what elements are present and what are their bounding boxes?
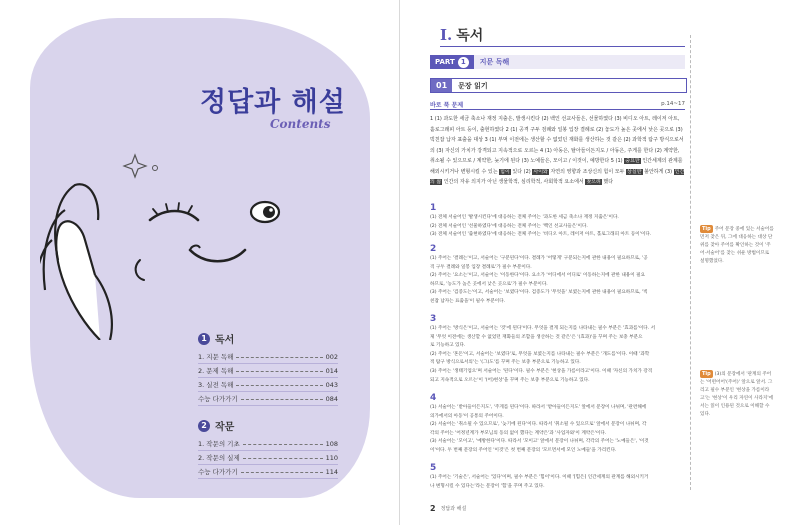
quick-answer-pages: p.14~17 [661, 101, 685, 107]
answer-line: (3) 주어는 '생태기업으'며 서술어는 '된다'이다. 필수 부분은 '현상을 가름이라고'이다. 이때 '자신의 가치가 강격 [430, 368, 653, 374]
toc-item[interactable] [198, 437, 338, 451]
toc-item[interactable] [198, 364, 338, 378]
toc-leader [236, 384, 322, 386]
answer-line: 각의 주어는 '어정년계가 부모님의 동의 없이 했다는 계약은'과 '사업자와'이 계약은'이다. [430, 430, 607, 436]
footer-title: 정답과 해설 [440, 506, 467, 512]
toc-item-label: 3. 실전 독해 [198, 381, 234, 389]
answer-line: 적 탐구 방식으로서의'는 '(그)도'를 꾸며 주는 보충 부분으로 기능하고 있다. [430, 360, 581, 366]
toc-number-badge: 2 [198, 420, 210, 432]
answer-line: 나 변형시킬 수 있다는'라는 문장이 '힘'을 꾸며 주고 있다. [430, 483, 545, 489]
toc-item-page: 014 [325, 366, 338, 375]
toc-leader [241, 398, 323, 400]
toc-heading-label: 독서 [215, 335, 235, 346]
toc-item-label: 1. 작문의 기초 [198, 440, 240, 448]
cover-subtitle: Contents [270, 117, 331, 131]
toc-leader [241, 471, 323, 473]
toc-heading-label: 작문 [215, 422, 235, 433]
toc-leader [236, 370, 322, 372]
quick-text-segment: 인간의 자유 의지가 아닌 생물학적, 심리학적, 사회학적 요소에서 [443, 179, 584, 185]
part-label: PART [435, 58, 455, 66]
toc-item-page: 114 [325, 467, 338, 476]
answer-line: (1) 전체 서술어인 '발생시킨다'에 대응하는 전체 주어는 '과도한 세금 축소나 재정 지출은'이다. [430, 215, 619, 220]
answer-number: 5 [430, 463, 437, 473]
toc-item-page: 108 [325, 439, 338, 448]
answer-line: (2) 주어는 '혼돈'이고, 서술어는 '보였다'로, 무엇을 보였는지를 나타내는 필수 부분은 '개도를'이다. 이때 '과학 [430, 351, 650, 357]
toc-item[interactable] [198, 451, 338, 465]
table-of-contents [198, 331, 338, 491]
winking-face-illustration [40, 140, 300, 340]
tip-text: 주어 문장 중에 있는 서술어를 먼저 찾은 뒤, 그에 대응하는 대상 단위를 찾아 주어를 확인하는 것이 '주어·서술어'를 찾는 쉬운 방법이므로 설명했었다. [700, 227, 774, 264]
highlighted-answer: 사이와 [533, 168, 548, 175]
answer-line: (3) 주어는 '검증도는'이고, 서술어는 '보였다'이다. 검증도가 '무엇을' 보였는지에 관한 내용이 필요하므로, '빅 [430, 290, 648, 296]
quick-answer-text [430, 114, 685, 188]
chapter-heading [440, 25, 483, 45]
answer-line: (2) 주어는 '요소는'이고, 서술어는 '이동한다'이다. 요소가 '어디에서 어디로' 이동하는지에 관한 내용이 필요 [430, 273, 646, 279]
toc-item[interactable] [198, 392, 338, 406]
answer-number: 3 [430, 314, 437, 324]
part-header [430, 55, 685, 69]
answer-line: (1) 주어는 '기술은', 서술어는 '있다'이며, 필수 부분은 '힘이'이다. 이때 '[힘은] 인간세계의 관계를 해외시키거 [430, 475, 649, 480]
answer-line: (2) 전체 서술어인 '선물하였다'에 대응하는 전체 주어는 '백인 선교사들은'이다. [430, 223, 588, 229]
answer-line: (3) 서술어는 '모이고', '예방한다'이다. 따라서 '모이고' 앞에서 문장이 나뉘며, 각각의 주어는 '노예들은', '이것 [430, 439, 649, 445]
toc-item-page: 110 [325, 453, 338, 462]
toc-leader [236, 356, 322, 358]
answer-line: 되고 지속적으로 오르는'이 '(어)현상'을 꾸며 주는 보충 부분으로 기능하고 있다. [430, 377, 590, 383]
answer-line: 제 '무엇 이전에는 생산할 수 없었던 재화들의 조합을 생산하는 것 같은'은 '(효과)'을 꾸며 주는 보충 부분으 [430, 334, 643, 340]
quick-text-segment: 있다 (2) [512, 168, 531, 175]
answer-line: 하므로, '농도가 높은 곳에서 낮은 곳으로'가 필수 부분이다. [430, 281, 548, 287]
answer-explanation-4 [430, 393, 688, 456]
answer-line: (3) 전체 서술어인 '출현하였다'에 대응하는 전체 주어는 '비디오 아트, 레이저 아트, 홀로그래피 아트 등이'이다. [430, 232, 652, 238]
toc-item-label: 2. 작문의 실제 [198, 454, 240, 462]
chapter-roman-numeral: I. [440, 26, 453, 44]
part-number: 1 [458, 57, 469, 68]
answer-line: (1) 주어는 '방식은'이고, 서술어는 '것'에 된다'이다. 무엇을 결게 되는지를 나타내는 필수 부분은 '효과를'이다. 서 [430, 326, 656, 331]
chapter-title: 독서 [456, 28, 484, 44]
section-number: 01 [431, 79, 452, 92]
quick-text-segment: 했다 [603, 179, 614, 185]
toc-item-label: 1. 지문 독해 [198, 353, 234, 361]
toc-item-page: 002 [325, 352, 338, 361]
toc-group-writing [198, 418, 338, 479]
answer-line: 친잡 납자는 표출을'이 필수 부분이다. [430, 298, 506, 304]
quick-answer-divider [430, 109, 685, 110]
tip-badge: Tip [702, 226, 711, 232]
chapter-divider [440, 46, 685, 47]
tip-text: (3)의 문장에서 '관계의 주어는 '어떤어어'(주어)' 앞으로 앞서. 그리고 필수 부분인 '현상을 가름이라고'는 '현상'이 우리 자연이 사라지'에서는 읽이 인용된 것으로 이해할 수 있다. [700, 372, 774, 417]
answer-number: 4 [430, 393, 437, 403]
page-number: 2 [430, 504, 436, 513]
toc-item-label: 수능 다가가기 [198, 468, 238, 476]
margin-divider [690, 35, 691, 490]
quick-text-segment: 불안하게 (3) [644, 168, 673, 175]
highlighted-answer: 상실한 [627, 168, 642, 175]
section-header [430, 78, 687, 93]
tip-text-block [700, 225, 775, 266]
toc-item-label: 2. 문제 독해 [198, 367, 234, 375]
quick-answer-label: 바로 푹 문제 [430, 101, 464, 109]
highlighted-answer: 중요한 [625, 158, 640, 164]
highlighted-answer: 힘이 [500, 168, 510, 175]
part-badge [430, 55, 474, 69]
section-title: 문장 읽기 [458, 81, 488, 90]
page-footer [430, 504, 466, 513]
answer-line: (1) 서술어는 '받아들이든지도', '주게를 된다'이다. 따라서 '받아들이든지도' 앞에서 문장이 나뉘며, '관련해에 [430, 405, 647, 410]
answer-line: 이'이다. 두 번째 문장의 주어인 '이것'은 첫 번째 문장의 '모르면서에 모인 노예들'을 가리킨다. [430, 447, 617, 453]
answer-explanation-3 [430, 314, 688, 385]
part-title: 지문 독해 [479, 58, 510, 66]
cover-title: 정답과 해설 [200, 87, 346, 118]
highlighted-answer: 인간의 삶 [430, 168, 685, 185]
quick-text-segment: 자연의 영향과 조상신의 힘이 모두 [550, 168, 625, 175]
margin-tip-1 [700, 225, 775, 266]
toc-heading [198, 331, 338, 346]
tip-text-block [700, 370, 775, 419]
answer-line: (2) 서술어는 '취소될 수 있으므로', '늦기에 된다'이다. 따라서 '취소될 수 있으므로' 앞에서 문장이 나뉘며, 각 [430, 422, 647, 428]
quick-text-segment: 1 (1) 과도한 세금 축소나 재정 지출은, 발생시킨다 (2) 백인 선교사들은, 선물하였다 (3) 비디오 아트, 레이저 아트, 홀로그래피 아트 등이, 출현하였다 2 (1) 공격 구두 검례와 일봉 입장 결례로 (2) 놓도가 높은 곳에서 낮은 곳으로 (3) 빅친잡 납자 표출을 대상 3 (1) 부먹 이전에는 생산할 수 없었던 재화를 생산하는 것 같은 (2) 과학적 탐구 방식으로서의 (3) 자신의 가치가 강격되고 지속적으로 오르는 4 (1) 아동은, 탈아들이든지도 / 아동은, 주게를 한다 (2) 계약한, 취소될 수 있으므로 / 계약한, 늦기에 된다 (3) 노예들은, 모이고 / 이것이, 예방한다 5 (1) [430, 116, 684, 164]
answer-explanation-5 [430, 463, 688, 491]
answer-line: 로 기능하고 있다. [430, 343, 466, 349]
answer-line: 격 구두 결례와 일봉 입장 결례로'가 필수 부분이다. [430, 264, 532, 270]
toc-item[interactable] [198, 465, 338, 479]
margin-tip-2 [700, 370, 775, 419]
toc-group-reading [198, 331, 338, 406]
answer-line: 의가에서의 아동'이 공통의 주어이다. [430, 413, 504, 419]
right-page [400, 0, 798, 525]
quick-text-segment: 인간세계의 관계를 해외시키거나 변형시킬 수 있는 [430, 158, 683, 175]
toc-leader [243, 443, 323, 445]
toc-leader [243, 457, 323, 459]
quick-answer-header [430, 100, 685, 108]
toc-item-label: 수능 다가가기 [198, 395, 238, 403]
toc-heading [198, 418, 338, 433]
answer-explanation-1 [430, 203, 688, 240]
toc-item[interactable] [198, 350, 338, 364]
highlighted-answer: 찾으려 [586, 179, 601, 185]
answer-number: 2 [430, 244, 437, 254]
toc-item-page: 084 [325, 394, 338, 403]
toc-number-badge: 1 [198, 333, 210, 345]
tip-badge: Tip [702, 371, 711, 377]
answer-explanation-2 [430, 244, 688, 307]
toc-item[interactable] [198, 378, 338, 392]
toc-item-page: 043 [325, 380, 338, 389]
answer-line: (1) 주어는 '결례는'이고, 서술어는 '구분된다'이다. 결례가 '어떻게' 구분되는지에 관한 내용이 필요하므로, '공 [430, 256, 648, 261]
answer-number: 1 [430, 203, 437, 213]
